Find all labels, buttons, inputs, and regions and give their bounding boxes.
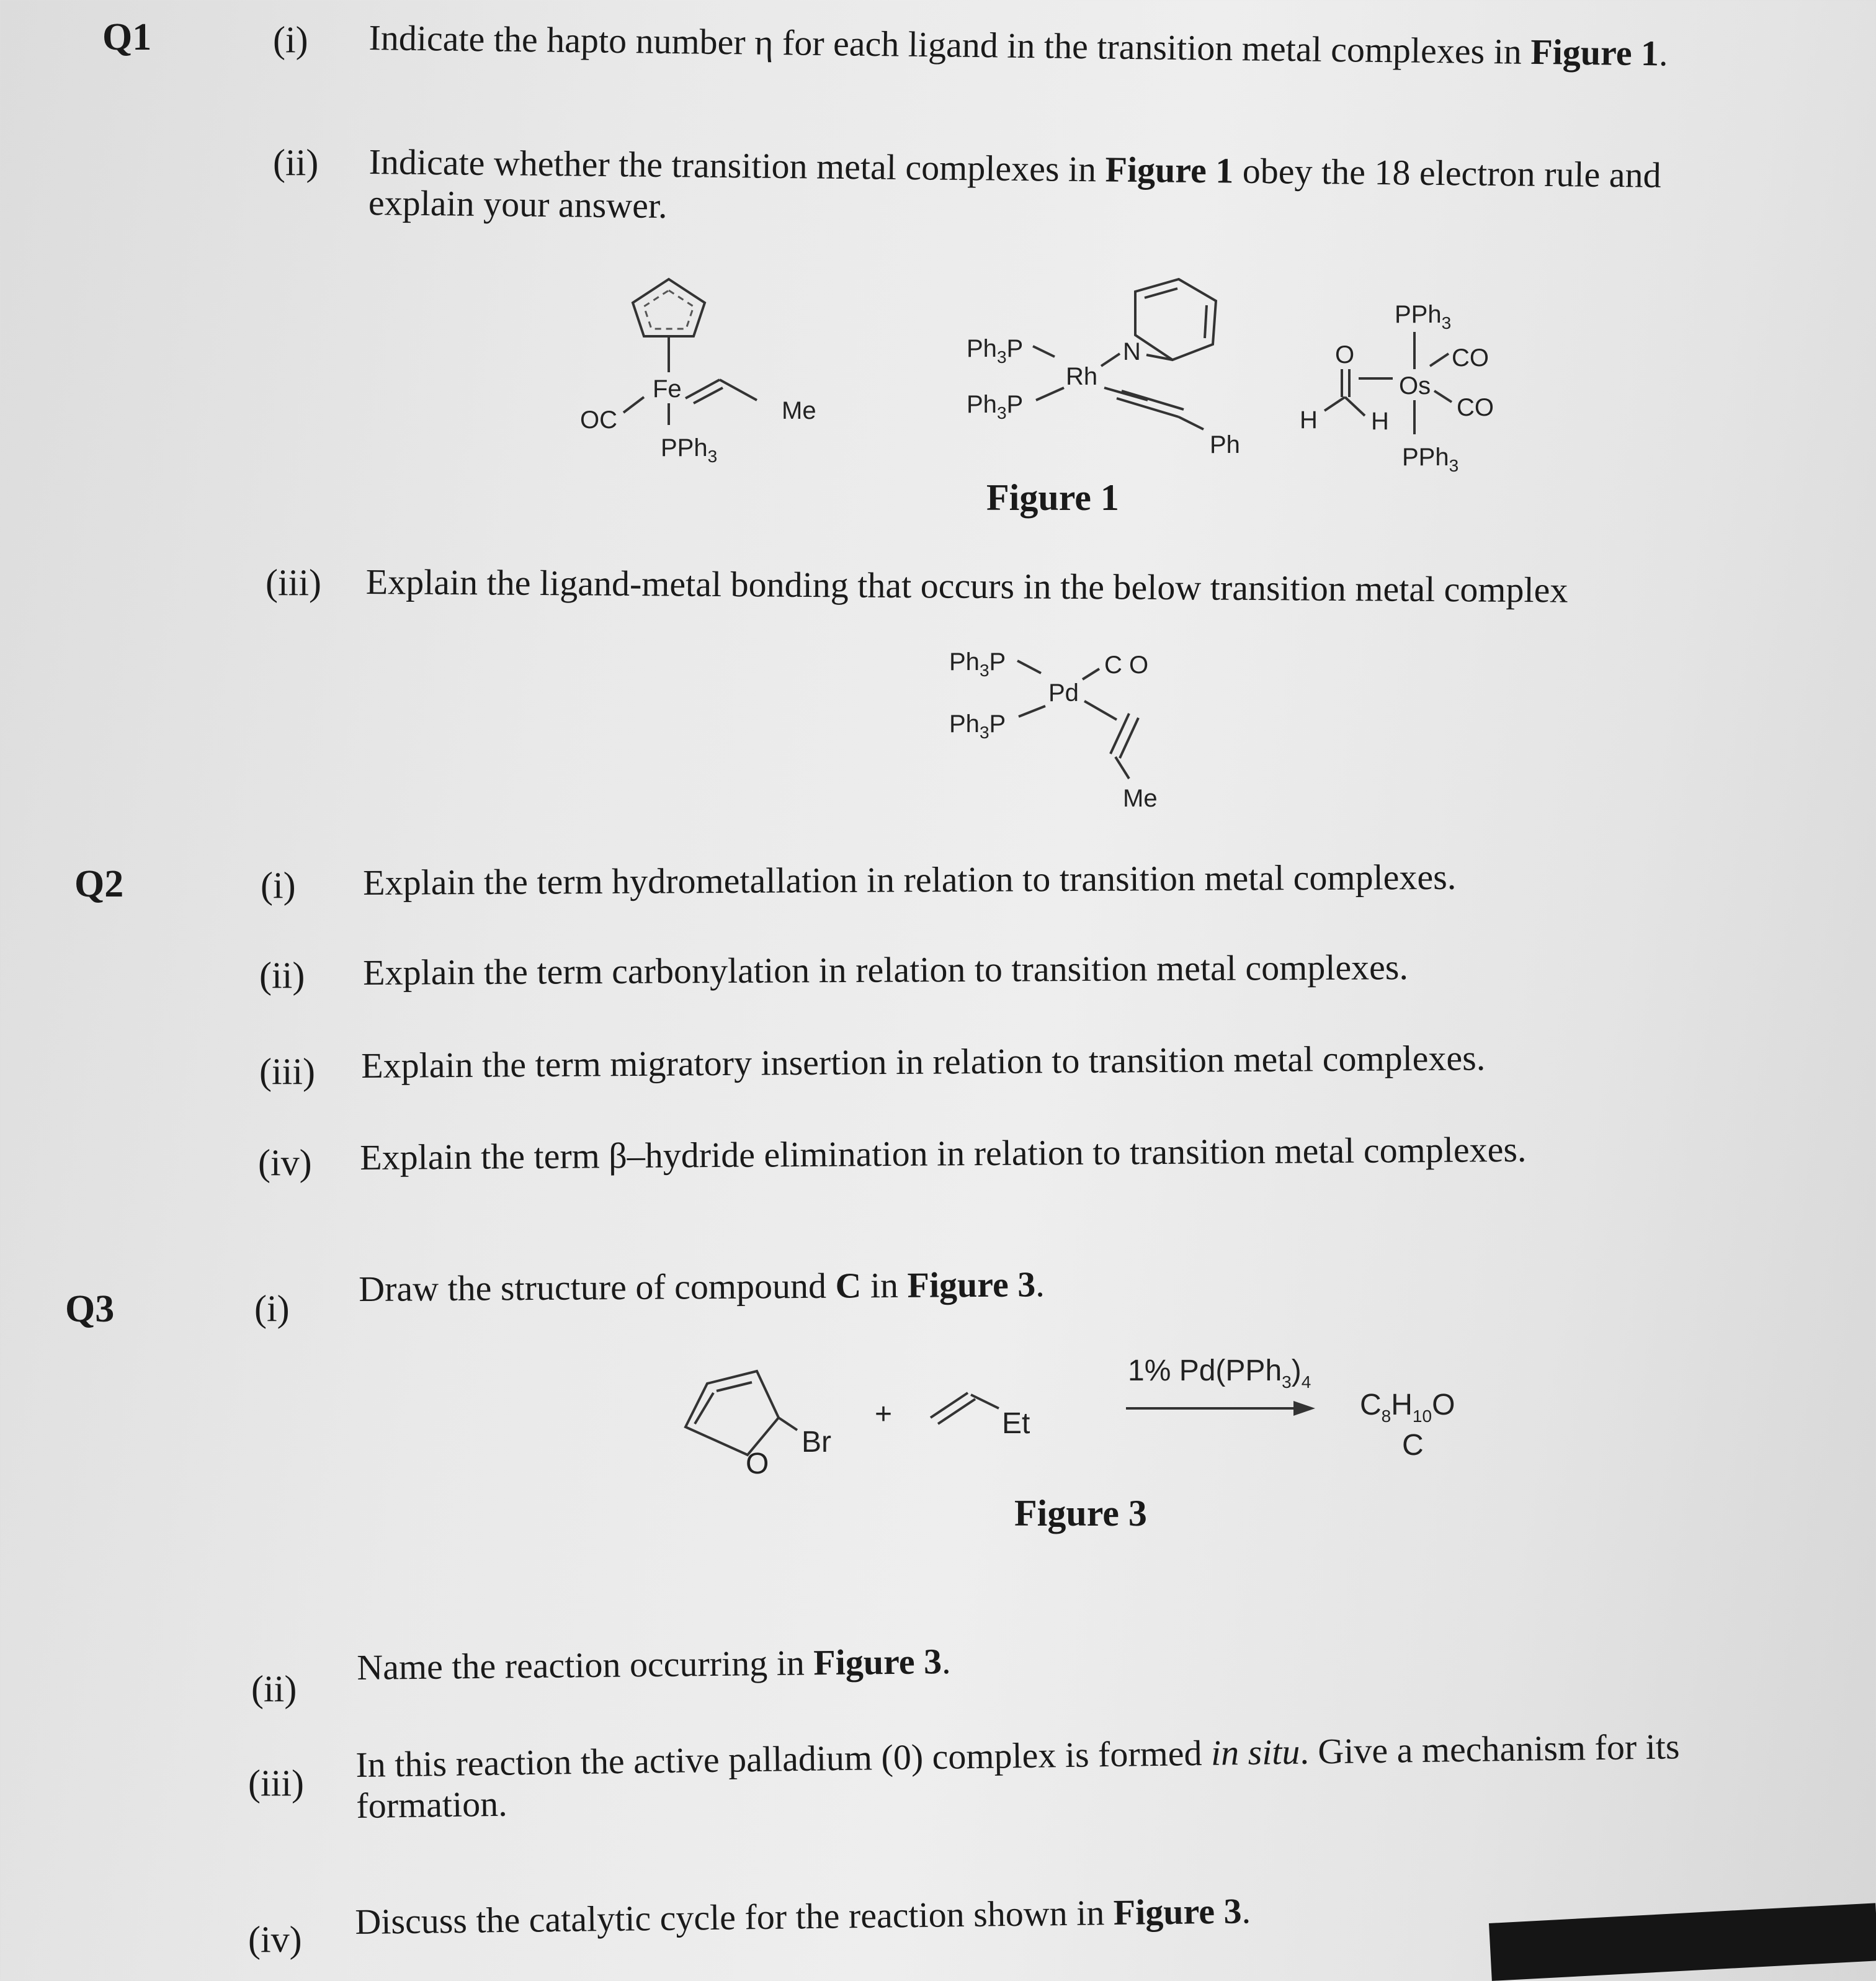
- rh-complex: [967, 279, 1240, 458]
- question-number-q2: Q2: [74, 863, 124, 905]
- q1-ii-label: (ii): [273, 142, 319, 183]
- q3-ii-body: Name the reaction occurring in: [357, 1642, 805, 1688]
- q1-i-figure-ref: Figure 1: [1530, 31, 1659, 74]
- os-label: Os: [1399, 372, 1431, 400]
- q1-i-tail: .: [1658, 33, 1668, 74]
- q1-ii-text: [368, 141, 1703, 238]
- os-pph3-bottom-label: PPh$_3$: [1402, 444, 1459, 475]
- pd-co-label: C O: [1104, 651, 1149, 679]
- os-h-1-label: H: [1300, 406, 1318, 434]
- q3-i-figure-ref: Figure 3: [907, 1264, 1036, 1305]
- q3-ii-tail: .: [941, 1640, 951, 1682]
- product-formula: $C_8H_{10}O$: [1360, 1388, 1455, 1426]
- q1-ii-body-b: obey the 18 electron rule and explain your answer.: [368, 150, 1661, 226]
- rh-label: Rh: [1066, 363, 1098, 390]
- catalyst-label: 1% $Pd(PPh_3)_4$: [1128, 1354, 1311, 1392]
- q1-iii-label: (iii): [266, 562, 321, 603]
- furan-o-label: O: [746, 1447, 769, 1480]
- q2-iv-label: (iv): [258, 1142, 312, 1183]
- figure-1-caption: Figure 1: [986, 477, 1119, 518]
- furan-ring: [686, 1371, 779, 1455]
- q3-iv-tail: .: [1241, 1890, 1251, 1931]
- q1-ii-figure-ref: Figure 1: [1105, 149, 1234, 191]
- rh-ph3p-bottom-label: $Ph_3P$: [967, 391, 1024, 423]
- q3-ii-label: (ii): [251, 1668, 297, 1709]
- os-co-2-label: CO: [1457, 394, 1494, 421]
- q3-ii-figure-ref: Figure 3: [813, 1641, 942, 1683]
- q3-ii-text: [357, 1637, 1288, 1688]
- q3-i-body-a: Draw the structure of compound: [359, 1265, 827, 1309]
- butene: [931, 1393, 1030, 1440]
- screen-bezel-edge: [1489, 1903, 1876, 1981]
- q3-i-tail: .: [1035, 1264, 1045, 1305]
- q3-i-body-b: in: [870, 1264, 899, 1306]
- bromofuran: [686, 1371, 831, 1480]
- product-label: C: [1402, 1429, 1424, 1462]
- pd-ph3p-top-label: $Ph_3P$: [949, 648, 1006, 680]
- fe-pph3-label: PPh$_3$: [661, 434, 718, 466]
- q1-i-text: [368, 17, 1703, 74]
- os-h-2-label: H: [1371, 408, 1389, 435]
- q2-iv-text: Explain the term β–hydride elimination in relation to transition metal complexes.: [360, 1129, 1527, 1178]
- q3-iv-figure-ref: Figure 3: [1113, 1890, 1242, 1933]
- pd-ph3p-bottom-label: $Ph_3P$: [949, 710, 1006, 742]
- q2-iii-label: (iii): [259, 1051, 315, 1092]
- fe-label: Fe: [653, 375, 682, 403]
- q3-iii-text: [355, 1724, 1802, 1827]
- q2-ii-label: (ii): [259, 955, 305, 996]
- fe-oc-label: OC: [580, 406, 617, 434]
- q3-i-text: [359, 1261, 1475, 1310]
- q2-iii-text: Explain the term migratory insertion in relation to transition metal complexes.: [361, 1037, 1486, 1086]
- q3-iii-body-b: . Give a mechanism for its formation.: [355, 1726, 1680, 1826]
- br-label: Br: [802, 1426, 831, 1459]
- q3-iii-body-a: In this reaction the active palladium (0) complex is formed: [355, 1732, 1202, 1785]
- q3-iii-label: (iii): [248, 1763, 304, 1804]
- q3-iv-body: Discuss the catalytic cycle for the reaction shown in: [355, 1892, 1105, 1942]
- et-label: Et: [1002, 1407, 1030, 1440]
- q1-iii-text: Explain the ligand-metal bonding that occurs in the below transition metal complex: [365, 561, 1568, 610]
- fe-me-label: Me: [782, 397, 816, 424]
- figure-3-reaction: [670, 1346, 1526, 1489]
- q3-i-label: (i): [254, 1288, 290, 1329]
- os-o-label: O: [1335, 341, 1355, 369]
- pd-complex: [931, 639, 1210, 819]
- q3-iv-text: [355, 1888, 1472, 1943]
- question-number-q3: Q3: [65, 1288, 115, 1330]
- rh-ph-label: Ph: [1210, 431, 1240, 458]
- plus-sign: +: [875, 1398, 893, 1431]
- cyclopentadienyl-ring: [633, 279, 705, 336]
- rh-n-label: N: [1123, 338, 1141, 365]
- q1-i-body: Indicate the hapto number η for each ligand in the transition metal complexes in: [368, 17, 1522, 72]
- pd-label: Pd: [1048, 679, 1079, 707]
- os-co-1-label: CO: [1452, 344, 1489, 372]
- q2-ii-text: Explain the term carbonylation in relation to transition metal complexes.: [363, 947, 1409, 993]
- question-number-q1: Q1: [102, 16, 152, 58]
- os-pph3-top-label: PPh$_3$: [1395, 301, 1452, 333]
- rh-ph3p-top-label: $Ph_3P$: [967, 335, 1024, 367]
- q1-i-label: (i): [273, 19, 308, 60]
- figure-3-caption: Figure 3: [1014, 1493, 1147, 1534]
- q3-i-compound-ref: C: [835, 1265, 862, 1306]
- q2-i-label: (i): [261, 865, 296, 906]
- q3-iv-label: (iv): [248, 1919, 302, 1960]
- q1-ii-body-a: Indicate whether the transition metal complexes in: [368, 141, 1097, 190]
- q3-iii-in-situ: in situ: [1210, 1731, 1300, 1773]
- q2-i-text: Explain the term hydrometallation in relation to transition metal complexes.: [363, 856, 1457, 903]
- os-complex: [1300, 301, 1494, 475]
- fe-complex: [580, 279, 816, 466]
- figure-1-structures: [558, 267, 1551, 490]
- pd-me-label: Me: [1123, 785, 1158, 812]
- pyridine-ring: [1135, 279, 1216, 360]
